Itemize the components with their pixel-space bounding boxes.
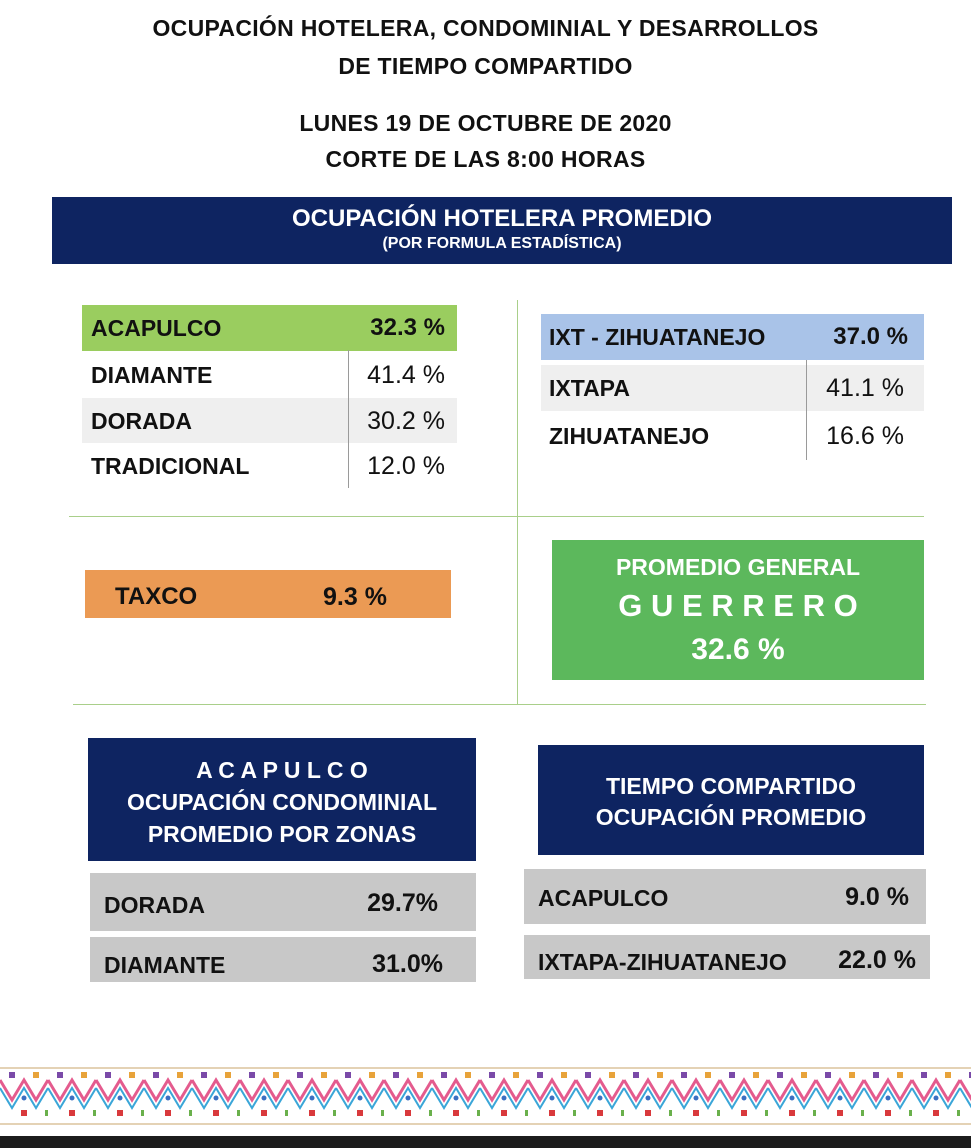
tiempo-compartido-row-ixtapa [524,935,930,979]
tradicional-value: 12.0 % [367,451,445,480]
dorada-label: DORADA [91,407,192,434]
ixtapa-table-header [541,314,924,360]
table-column-divider [348,350,349,488]
tiempo-compartido-acapulco-label: ACAPULCO [538,885,669,911]
condominial-row-diamante [90,937,476,982]
tiempo-compartido-title-box [538,745,924,855]
tiempo-compartido-ixtapa-label: IXTAPA-ZIHUATANEJO [538,949,787,975]
zihuatanejo-value: 16.6 % [826,421,904,450]
taxco-label: TAXCO [115,583,198,610]
condominial-title-box [88,738,476,861]
taxco-box [85,570,451,618]
table-row [82,352,457,398]
diamante-label: DIAMANTE [91,361,213,388]
embroidery-pattern-decoration [0,1060,971,1132]
report-cut-time: CORTE DE LAS 8:00 HORAS [325,146,646,172]
condominial-dorada-value: 29.7% [367,889,438,917]
table-row [541,413,924,459]
ixt-zihuatanejo-value: 37.0 % [833,323,908,350]
condominial-diamante-value: 31.0% [372,950,443,978]
ixt-zihuatanejo-label: IXT - ZIHUATANEJO [549,323,766,350]
condominial-title-line-2: OCUPACIÓN CONDOMINIAL [126,789,438,815]
tiempo-compartido-ixtapa-value: 22.0 % [838,946,916,974]
tiempo-compartido-title-line-1: TIEMPO COMPARTIDO [605,773,856,799]
report-date: LUNES 19 DE OCTUBRE DE 2020 [299,110,672,136]
guerrero-label: G U E R R E R O [618,588,858,623]
table-row [541,365,924,411]
vertical-divider [517,300,518,705]
zihuatanejo-label: ZIHUATANEJO [549,422,710,449]
condominial-row-dorada [90,873,476,931]
tiempo-compartido-row-acapulco [524,869,926,924]
acapulco-table-header [82,305,457,351]
acapulco-label: ACAPULCO [91,314,222,341]
document-title-line-2: DE TIEMPO COMPARTIDO [338,53,633,79]
document-title-line-1: OCUPACIÓN HOTELERA, CONDOMINIAL Y DESARROLLOS [152,15,819,41]
condominial-dorada-label: DORADA [104,892,205,918]
promedio-general-label: PROMEDIO GENERAL [615,554,861,580]
table-column-divider [806,360,807,460]
dorada-value: 30.2 % [367,406,445,435]
condominial-diamante-label: DIAMANTE [104,952,226,978]
promedio-general-box [552,540,924,680]
bottom-bar [0,1136,971,1148]
condominial-title-line-3: PROMEDIO POR ZONAS [147,821,417,847]
tiempo-compartido-acapulco-value: 9.0 % [845,883,909,911]
horizontal-divider [73,704,926,705]
table-row [82,398,457,444]
ixtapa-value: 41.1 % [826,373,904,402]
acapulco-value: 32.3 % [370,314,445,341]
section-banner-subtitle: (POR FORMULA ESTADÍSTICA) [382,235,622,252]
section-banner [52,197,952,264]
promedio-general-value: 32.6 % [691,633,785,666]
horizontal-divider [69,516,924,517]
tradicional-label: TRADICIONAL [91,452,250,479]
section-banner-title: OCUPACIÓN HOTELERA PROMEDIO [291,205,712,232]
diamante-value: 41.4 % [367,360,445,389]
tiempo-compartido-title-line-2: OCUPACIÓN PROMEDIO [595,804,867,830]
condominial-title-line-1: A C A P U L C O [196,757,368,783]
taxco-value: 9.3 % [323,583,387,611]
table-row [82,443,457,489]
ixtapa-label: IXTAPA [549,374,630,401]
